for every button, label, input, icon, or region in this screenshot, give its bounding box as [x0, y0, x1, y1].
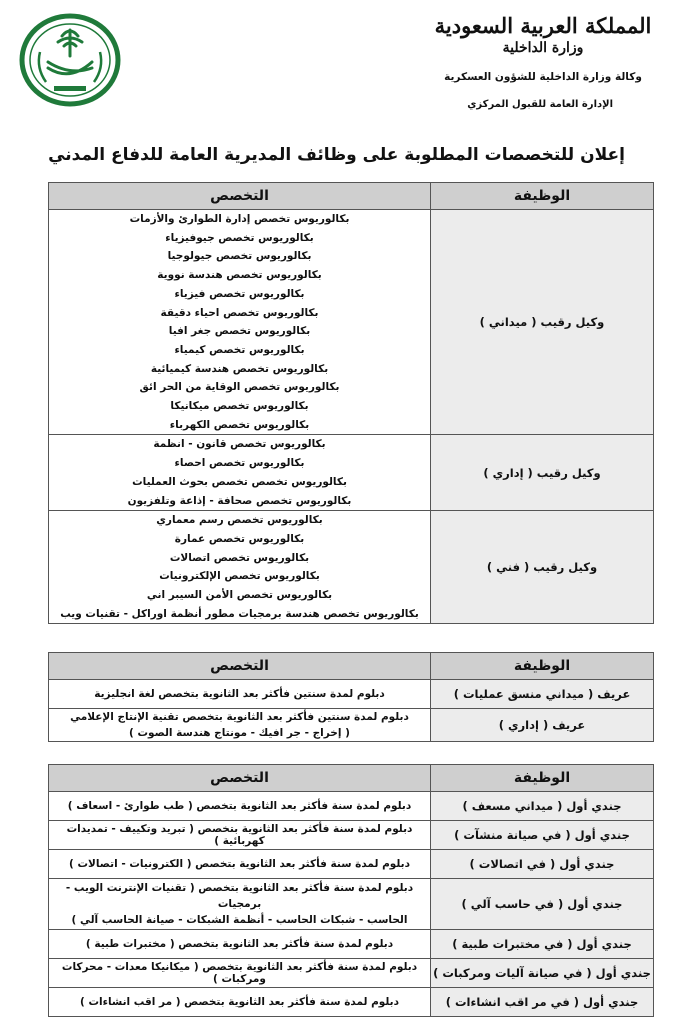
page-title: إعلان للتخصصات المطلوبة على وظائف المديرية العامة للدفاع المدني [48, 145, 625, 165]
table-row [49, 930, 654, 959]
spec-cell [49, 792, 431, 821]
spec-line: دبلوم لمدة سنتين فأكثر بعد الثانوية بتخصص لغة انجليزية [94, 688, 385, 700]
spec-cell [49, 511, 431, 624]
spec-cell [49, 821, 431, 850]
table-row [49, 511, 654, 624]
spec-line: بكالوريوس تخصص رسم معماري [156, 514, 323, 527]
spec-line: بكالوريوس تخصص هندسة كيميائية [150, 362, 329, 375]
spec-line: دبلوم لمدة سنة فأكثر بعد الثانوية بتخصص ( مر اقب انشاءات ) [80, 996, 399, 1008]
job-cell: جندي أول ( في اتصالات ) [431, 850, 654, 879]
job-cell: وكيل رقيب ( إداري ) [431, 435, 654, 511]
spec-line: بكالوريوس تخصص الأمن السيبر اني [146, 589, 333, 602]
spec-line: بكالوريوس تخصص جيوفيزياء [165, 231, 314, 244]
spec-line: بكالوريوس تخصص صحافة - إذاعة وتلفزيون [127, 494, 352, 507]
col-header-spec: التخصص [49, 183, 431, 210]
col-header-job: الوظيفة [431, 765, 654, 792]
job-cell: جندي أول ( في صيانة منشآت ) [431, 821, 654, 850]
table-row [49, 988, 654, 1017]
spec-line: ( إخراج - جر افيك - مونتاج هندسة الصوت ) [129, 727, 350, 739]
spec-cell [49, 930, 431, 959]
letterhead-text [433, 14, 653, 112]
agency-name: وكالة وزارة الداخلية للشؤون العسكرية [444, 71, 642, 83]
spec-cell [49, 435, 431, 511]
spec-line: بكالوريوس تخصص هندسة نووية [157, 269, 322, 282]
spec-line: بكالوريوس تخصص عمارة [174, 532, 305, 545]
ministry-emblem-icon [18, 12, 122, 108]
spec-line: دبلوم لمدة سنة فأكثر بعد الثانوية بتخصص ( تبريد وتكييف - تمديدات كهربائية ) [66, 823, 413, 847]
ministry-name: وزارة الداخلية [502, 40, 584, 56]
spec-line: دبلوم لمدة سنة فأكثر بعد الثانوية بتخصص ( ميكانيكا معدات - محركات ومركبات ) [61, 961, 418, 985]
spec-line: بكالوريوس تخصص احصاء [174, 457, 305, 470]
kingdom-name: المملكة العربية السعودية [434, 13, 652, 38]
spec-line: بكالوريوس تخصص تخصص بحوث العمليات [132, 475, 347, 488]
col-header-job: الوظيفة [431, 183, 654, 210]
table-row [49, 959, 654, 988]
spec-line: دبلوم لمدة سنة فأكثر بعد الثانوية بتخصص ( طب طوارئ - اسعاف ) [67, 800, 412, 812]
table-row [49, 210, 654, 435]
spec-line: بكالوريوس تخصص قانون - انظمة [153, 438, 326, 451]
table-row [49, 792, 654, 821]
job-cell: جندي أول ( ميداني مسعف ) [431, 792, 654, 821]
job-cell: وكيل رقيب ( فني ) [431, 511, 654, 624]
spec-cell [49, 988, 431, 1017]
table-officers [48, 182, 654, 624]
spec-line: بكالوريوس تخصص هندسة برمجيات مطور أنظمة اوراكل - تقنيات ويب [60, 607, 419, 620]
table-row [49, 850, 654, 879]
spec-line: دبلوم لمدة سنة فأكثر بعد الثانوية بتخصص ( مختبرات طبية ) [85, 938, 394, 950]
col-header-spec: التخصص [49, 653, 431, 680]
spec-line: بكالوريوس تخصص الكهرباء [169, 418, 310, 431]
table-row [49, 680, 654, 709]
job-cell: جندي أول ( في حاسب آلي ) [431, 879, 654, 930]
spec-cell [49, 210, 431, 435]
spec-line: بكالوريوس تخصص جغر افيا [168, 325, 311, 338]
spec-line: بكالوريوس تخصص كيمياء [174, 343, 305, 356]
spec-cell [49, 879, 431, 930]
spec-line: بكالوريوس تخصص ميكانيكا [170, 400, 309, 413]
col-header-job: الوظيفة [431, 653, 654, 680]
table-row [49, 709, 654, 742]
spec-line: بكالوريوس تخصص احياء دقيقة [160, 306, 319, 319]
job-cell: جندي أول ( في مختبرات طبية ) [431, 930, 654, 959]
job-cell: جندي أول ( في مر اقب انشاءات ) [431, 988, 654, 1017]
table-corporals [48, 652, 654, 742]
table-row [49, 435, 654, 511]
letterhead [0, 0, 673, 130]
spec-cell [49, 959, 431, 988]
spec-cell [49, 850, 431, 879]
spec-line: بكالوريوس تخصص اتصالات [169, 551, 310, 564]
spec-line: بكالوريوس تخصص الإلكترونيات [159, 570, 320, 583]
job-cell: عريف ( ميداني منسق عمليات ) [431, 680, 654, 709]
department-name: الإدارة العامة للقبول المركزي [467, 99, 613, 110]
job-cell: جندي أول ( في صيانة آليات ومركبات ) [431, 959, 654, 988]
spec-cell [49, 680, 431, 709]
spec-line: الحاسب - شبكات الحاسب - أنظمة الشبكات - صيانة الحاسب آلي ) [71, 914, 408, 926]
spec-cell [49, 709, 431, 742]
spec-line: بكالوريوس تخصص فيزياء [174, 287, 305, 300]
spec-line: دبلوم لمدة سنة فأكثر بعد الثانوية بتخصص ( تقنيات الإنترنت الويب - برمجيات [65, 882, 414, 910]
table-row [49, 879, 654, 930]
spec-line: دبلوم لمدة سنتين فأكثر بعد الثانوية بتخصص تقنية الإنتاج الإعلامي [70, 711, 409, 723]
spec-line: بكالوريوس تخصص جيولوجيا [167, 250, 312, 263]
spec-line: بكالوريوس تخصص إدارة الطوارئ والأزمات [129, 213, 350, 225]
spec-line: بكالوريوس تخصص الوقاية من الحر ائق [139, 381, 340, 394]
spec-line: دبلوم لمدة سنة فأكثر بعد الثانوية بتخصص ( الكترونيات - اتصالات ) [69, 858, 410, 870]
col-header-spec: التخصص [49, 765, 431, 792]
job-cell: عريف ( إداري ) [431, 709, 654, 742]
table-privates [48, 764, 654, 1017]
job-cell: وكيل رقيب ( ميداني ) [431, 210, 654, 435]
table-row [49, 821, 654, 850]
